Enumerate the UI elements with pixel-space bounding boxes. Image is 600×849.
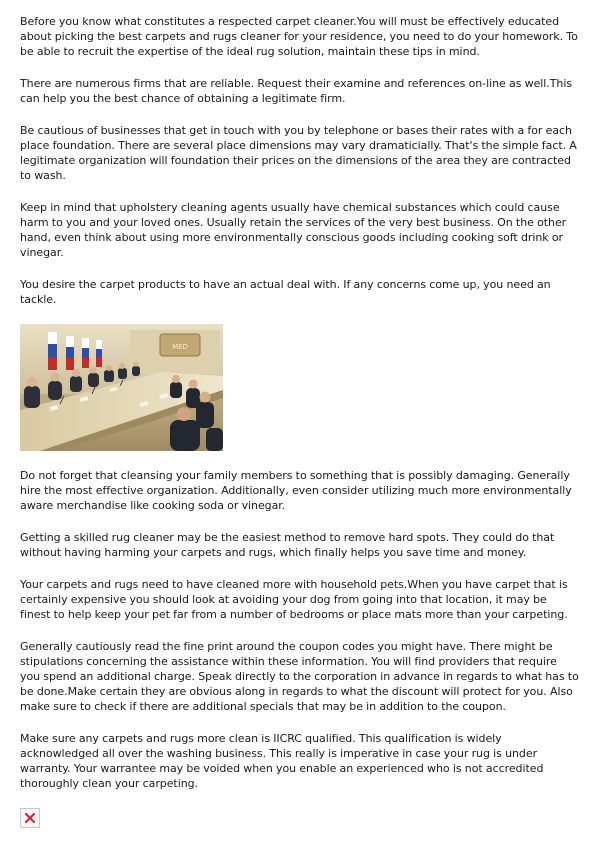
broken-image-icon	[24, 812, 36, 824]
paragraph: Getting a skilled rug cleaner may be the easiest method to remove hard spots. They could do that without having harming your carpets and rugs, which finally helps you save time and money.	[20, 531, 555, 559]
paragraph: You desire the carpet products to have an actual deal with. If any concerns come up, you need an tackle.	[20, 278, 551, 306]
paragraph: Make sure any carpets and rugs more clean is IICRC qualified. This qualification is widely acknowledged all over the washing business. This really is imperative in case your rug is under warranty. Your warrantee may be voided when you enable an experienced who is not accredited thoroughly clean your carpeting.	[20, 732, 544, 790]
wall-sign: MED	[172, 343, 188, 351]
paragraph: Be cautious of businesses that get in touch with you by telephone or bases their rates with a for each place foundation. There are several place dimensions may vary dramaticially. That's the simple fact. A legitimate organization will foundation their prices on the dimensions of the area they are contracted to wash.	[20, 124, 577, 182]
paragraph: Generally cautiously read the fine print around the coupon codes you might have. There might be stipulations concerning the assistance within these information. You will find providers that require you spend an additional charge. Speak directly to the corporation in advance in regards to what has to be done.Make certain they are obvious along in regards to what the discount will protect for you. Also make sure to check if there are additional specials that may be in addition to the coupon.	[20, 640, 579, 713]
paragraph: Before you know what constitutes a respected carpet cleaner.You will must be effectively educated about picking the best carpets and rugs cleaner for your residence, you need to do your homework. To be able to recruit the expertise of the ideal rug solution, maintain these tips in mind.	[20, 15, 578, 58]
article	[20, 14, 580, 828]
paragraph: Keep in mind that upholstery cleaning agents usually have chemical substances which could cause harm to you and your loved ones. Usually retain the services of the very best business. On the other hand, even think about using more environmentally conscious goods including cooking soft drink or vinegar.	[20, 201, 567, 259]
paragraph: Do not forget that cleansing your family members to something that is possibly damaging. Generally hire the most effective organization. Additionally, even consider utilizing much more environmentally aware merchandise like cooking soda or vinegar.	[20, 469, 572, 512]
paragraph: Your carpets and rugs need to have cleaned more with household pets.When you have carpet that is certainly expensive you should look at avoiding your dog from going into that location, it may be finest to help keep your pet far from a number of bedrooms or place mats more than your carpeting.	[20, 578, 568, 621]
broken-image-placeholder	[20, 808, 40, 828]
paragraph: There are numerous firms that are reliable. Request their examine and references on-line as well.This can help you the best chance of obtaining a legitimate firm.	[20, 77, 573, 105]
meeting-photo	[20, 324, 223, 451]
